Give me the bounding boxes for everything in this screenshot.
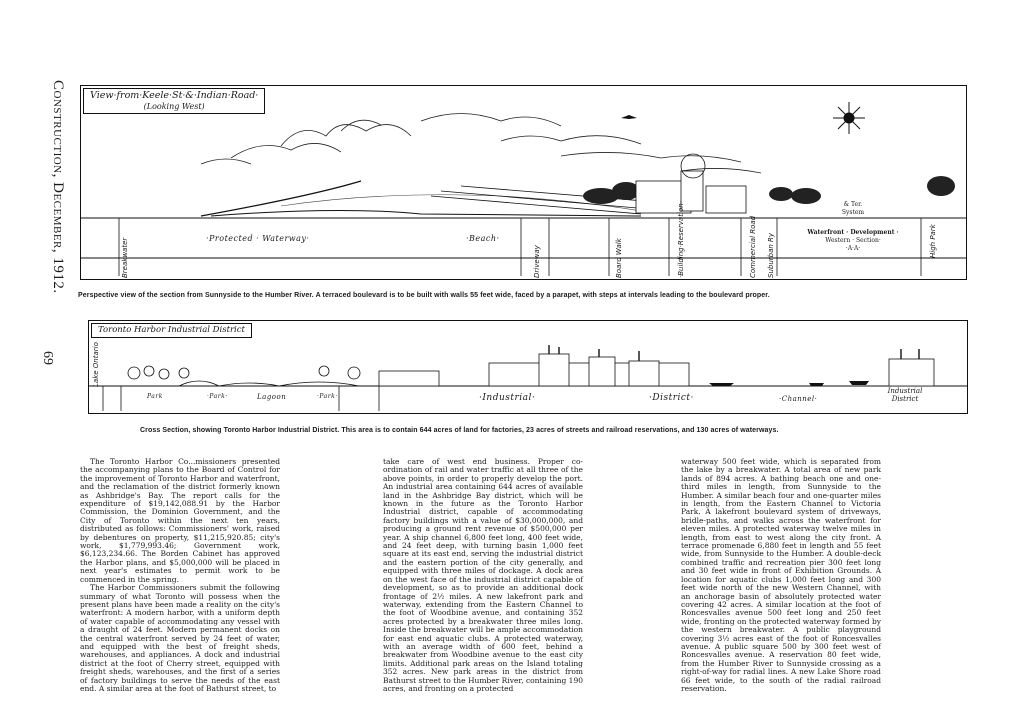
- label-driveway: Driveway: [533, 245, 541, 278]
- plate1-caption: Perspective view of the section from Sunnyside to the Humber River. A terraced boulevard is to be built with walls 55 feet wide, faced by a parapet, with steps at intervals leading to the boulevard proper.: [78, 292, 770, 299]
- label-industrial-right-1: Industrial: [887, 387, 923, 395]
- label-building-reservation: ·Building·Reservation·: [677, 201, 685, 278]
- paragraph: waterway 500 feet wide, which is separated from the lake by a breakwater. A total area of new park lands of 894 acres. A bathing beach one and one-third miles in length, from Sunnyside to the Humber. A similar beach four and one-quarter miles in length, from the Eastern Channel to Victoria Park. A lakefront boulevard system of driveways, bridle-paths, and walks across the waterfront for eleven miles. A protected waterway twelve miles in length, from east to west along the city front. A terrace promenade 6,880 feet in length and 55 feet wide, from Sunnyside to the Humber. A double-deck combined traffic and recreation pier 300 feet long and 30 feet wide in front of Exhibition Grounds. A location for aquatic clubs 1,000 feet long and 300 feet wide north of the new Western Channel, with an anchorage basin of absolutely protected water covering 42 acres. A similar location at the foot of Roncesvalles avenue 500 feet long and 250 feet wide, fronting on the protected waterway formed by the western breakwater. A public playground covering 3½ acres east of the foot of Roncesvalles avenue. A public square 500 by 300 feet west of Roncesvalles avenue. A reservation 80 feet wide, from the Humber River to Sunnyside crossing as a right-of-way for radial lines. A new Lake Shore road 66 feet wide, to the south of the radial railroad reservation.: [681, 457, 881, 693]
- plate2-title-text: Toronto Harbor Industrial District: [98, 325, 245, 335]
- label-industrial: ·Industrial·: [479, 393, 536, 403]
- article-column-2: [383, 458, 583, 693]
- label-district: ·District·: [649, 393, 694, 403]
- plate2-caption: Cross Section, showing Toronto Harbor Industrial District. This area is to contain 644 acres of land for factories, 23 acres of streets and railroad reservations, and 130 acres of waterways.: [140, 427, 779, 434]
- label-park: Park: [147, 393, 163, 400]
- paragraph: The Harbor Commissioners submit the following summary of what Toronto will possess when the present plans have been made a reality on the city's waterfront: A modern harbor, with a uniform depth of water capable of accommodating any vessel with a draught of 24 feet. Modern permanent docks on the central waterfront served by 24 feet of water, and equipped with the best of freight sheds, warehouses, and appliances. A dock and industrial district at the foot of Cherry street, equipped with freight sheds, warehouses, and the first of a series of factory buildings to serve the needs of the east end. A similar area at the foot of Bathurst street, to: [80, 583, 280, 693]
- cross-section-plate: [88, 320, 968, 414]
- label-commercial-road: Commercial Road: [749, 215, 757, 278]
- perspective-view-plate: [80, 85, 967, 280]
- label-beach: ·Beach·: [466, 234, 500, 243]
- running-head-text: Construction, December, 1912.: [50, 80, 66, 294]
- article-column-1: [80, 458, 280, 693]
- legend-line-1: & Ter.: [843, 201, 863, 208]
- label-channel: ·Channel·: [779, 395, 818, 403]
- paragraph: The Toronto Harbor Co...missioners presented the accompanying plans to the Board of Control for the improvement of Toronto Harbor and waterfront, and the reclamation of the district formerly known as Ashbridge's Bay. The report calls for the expenditure of $19,142,088.91 by the Harbor Commission, the Dominion Government, and the City of Toronto within the next ten years, distributed as follows: Commissioners' work, raised by debentures on property, $11,215,920.85; city's work, $1,779,993.46; Government work, $6,123,234.66. The Borden Cabinet has approved the Harbor plans, and $5,000,000 will be placed in next year's estimates to permit work to be commenced in the spring.: [80, 457, 280, 584]
- legend-line-5: ·A·A·: [845, 245, 861, 252]
- running-head: [30, 80, 66, 600]
- label-park-3: ·Park·: [317, 393, 338, 400]
- plate1-title-text: View·from·Keele·St·&·Indian·Road·: [90, 90, 259, 101]
- legend-line-4: Western · Section·: [825, 237, 881, 244]
- label-industrial-right-2: District: [891, 395, 919, 403]
- label-suburban-ry: Suburban Ry: [767, 232, 775, 278]
- page-number: 69: [40, 351, 55, 365]
- article-column-3: [681, 458, 881, 693]
- label-protected-waterway: ·Protected · Waterway·: [206, 234, 310, 243]
- legend-block: [793, 201, 913, 253]
- label-industrial-district-right: [875, 387, 935, 403]
- sun-icon: [833, 102, 865, 134]
- label-high-park: High Park: [929, 224, 937, 258]
- label-board-walk: Board Walk: [615, 238, 623, 278]
- plate1-subtitle: (Looking West): [143, 102, 205, 111]
- label-park-2: ·Park·: [207, 393, 228, 400]
- plate1-title: [83, 88, 265, 114]
- legend-line-3: Waterfront · Development ·: [807, 229, 899, 236]
- label-lake-ontario: Lake Ontario: [92, 342, 100, 387]
- paragraph: take care of west end business. Proper co-ordination of rail and water traffic at all three of the above points, in order to properly develop the port. An industrial area containing 644 acres of available land in the Ashbridge Bay district, which will be known in the future as the Toronto Harbor Industrial district, capable of accommodating factory buildings with a value of $30,000,000, and producing a ground rent revenue of $500,000 per year. A ship channel 6,800 feet long, 400 feet wide, and 24 feet deep, with turning basin 1,000 feet square at its east end, serving the industrial district and the eastern portion of the city generally, and equipped with three miles of dockage. A dock area on the west face of the industrial district capable of development, so as to provide an additional dock frontage of 2½ miles. A new lakefront park and waterway, extending from the Eastern Channel to the foot of Woodbine avenue, and containing 352 acres protected by a breakwater three miles long. Inside the breakwater will be ample accommodation for east end aquatic clubs. A protected waterway, with an average width of 600 feet, behind a breakwater from Woodbine avenue to the east city limits. Additional park areas on the Island totaling 352 acres. New park areas in the district from Bathurst street to the Humber River, containing 190 acres, and fronting on a protected: [383, 457, 583, 693]
- plate2-title: [91, 323, 252, 338]
- legend-line-2: System: [841, 209, 865, 216]
- label-lagoon: Lagoon: [257, 393, 287, 401]
- label-breakwater: Breakwater: [121, 237, 129, 278]
